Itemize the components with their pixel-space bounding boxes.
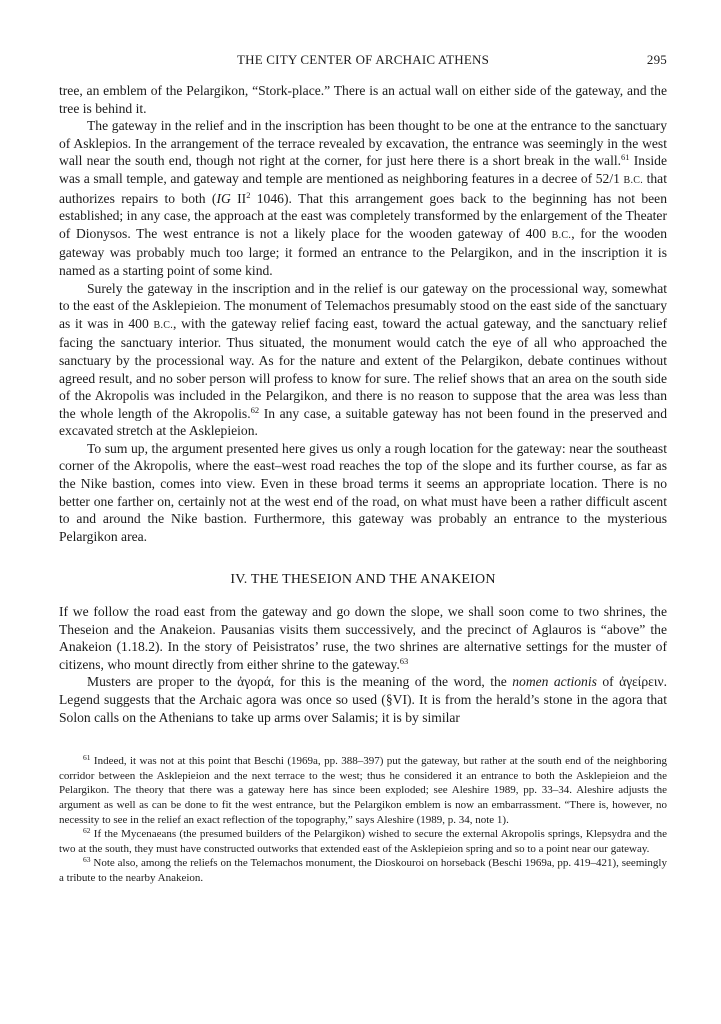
section-heading: IV. THE THESEION AND THE ANAKEION <box>230 572 496 588</box>
running-head <box>59 52 667 74</box>
journal-page <box>59 52 667 886</box>
running-title: THE CITY CENTER OF ARCHAIC ATHENS <box>236 52 490 67</box>
footnote: $^{63}$ Note also, among the reliefs on the Telemachos monument, the Dioskouroi on horseback (Beschi 1969a, pp. 419–421), seemingly a tribute to the nearby Anakeion. <box>59 855 667 884</box>
greek-term: ἀγορά <box>237 674 271 690</box>
paragraph: Musters are proper to the ἀγορά, for this is the meaning of the word, the nomen actionis of ἀγείρειν. Legend suggests that the Archaic agora was once so used (§VI). It is from the herald’s stone in the agora that Solon calls on the Athenians to take up arms over Salamis; it is by similar <box>59 674 668 725</box>
paragraph: To sum up, the argument presented here gives us only a rough location for the gateway: near the southeast corner of the Akropolis, where the east–west road reaches the top of the slope and its further course, as far as the Nike bastion, comes into view. Even in these broad terms it seems an appropriate location. There is no better one farther on, certainly not at the west end of the road, on what must have been a rather difficult ascent to and around the Nike bastion. Furthermore, this gateway was probably an entrance to the mysterious Pelargikon area. <box>59 440 667 544</box>
footnote: $^{62}$ If the Mycenaeans (the presumed builders of the Pelargikon) wished to secure the external Akropolis springs, Klepsydra and the two at the south, they must have constructed outworks that extended east of the Asklepieion spring and so to a point near our gateway. <box>59 826 667 855</box>
footnote-ref[interactable]: 62 <box>250 404 260 415</box>
footnote-number: 61 <box>83 753 91 763</box>
footnote-ref[interactable]: 63 <box>399 655 409 666</box>
main-text <box>59 82 667 726</box>
page-number: 295 <box>646 52 667 67</box>
paragraph: Surely the gateway in the inscription and in the relief is our gateway on the processional way, somewhat to the east of the Asklepieion. The monument of Telemachos presumably stood on the east side of the sanctuary as it was in 400 B.C., with the gateway relief facing east, toward the actual gateway, and the sanctuary relief facing the sanctuary interior. Thus situated, the monument would catch the eye of all who approached the sanctuary by the processional way. As for the nature and extent of the Pelargikon, debate continues without agreed result, and no sober person will profess to know for sure. The relief shows that an area on the south side of the Akropolis was included in the Pelargikon, and there is no reason to suppose that the area was less than the whole length of the Akropolis.$^{62}$ In any case, a suitable gateway has not been found in the preserved and excavated stretch at the Asklepieion. <box>59 280 667 439</box>
footnote-number: 63 <box>83 855 91 865</box>
footnotes <box>59 754 667 885</box>
footnote-number: 62 <box>83 826 91 836</box>
greek-term: ἀγείρειν <box>619 674 664 690</box>
paragraph: The gateway in the relief and in the inscription has been thought to be one at the entrance to the sanctuary of Asklepios. In the arrangement of the terrace revealed by excavation, the entrance was seemingly in the west wall near the south end, though not right at the corner, for just here there is a short break in the wall.$^{61}$ Inside was a small temple, and gateway and temple are mentioned as neighboring features in a decree of 52/1 B.C. that authorizes repairs to both (IG $II^2$ 1046). That this arrangement goes back to the beginning has not been established; in any case, the approach at the east was completely transformed by the enlargement of the Theater of Dionysos. The west entrance is not a likely place for the wooden gateway of 400 B.C., for the wooden gateway was probably much too large; it formed an entrance to the Pelargikon, and in the inscription it is named as a starting point of some kind. <box>59 118 667 278</box>
paragraph: tree, an emblem of the Pelargikon, “Stork-place.” There is an actual wall on either side of the gateway, and the tree is behind it. <box>59 83 667 116</box>
footnote: $^{61}$ Indeed, it was not at this point that Beschi (1969a, pp. 388–397) put the gateway, but rather at the south end of the neighboring corridor between the Asklepieion and the next terrace to the west; thus he considered it an entrance to both the Asklepieion and the Pelargikon. The theory that there was a gateway here has since been exploded; see Aleshire 1989, pp. 33–34. Aleshire adjusts the argument as well as can be done to fit the west entrance, but the Pelargikon emblem is now an embarrassment. “There is, however, no necessity to see in the relief an exact reflection of the topography,” says Aleshire (1989, p. 34, note 1). <box>59 753 667 826</box>
footnote-ref[interactable]: 61 <box>621 152 630 163</box>
paragraph: If we follow the road east from the gateway and go down the slope, we shall soon come to two shrines, the Theseion and the Anakeion. Pausanias visits them successively, and the precinct of Aglauros is “above” the Anakeion (1.18.2). In the story of Peisistratos’ ruse, the two shrines are alternative settings for the muster of citizens, who mount directly from either shrine to the gateway.$^{63}$ <box>59 604 667 672</box>
